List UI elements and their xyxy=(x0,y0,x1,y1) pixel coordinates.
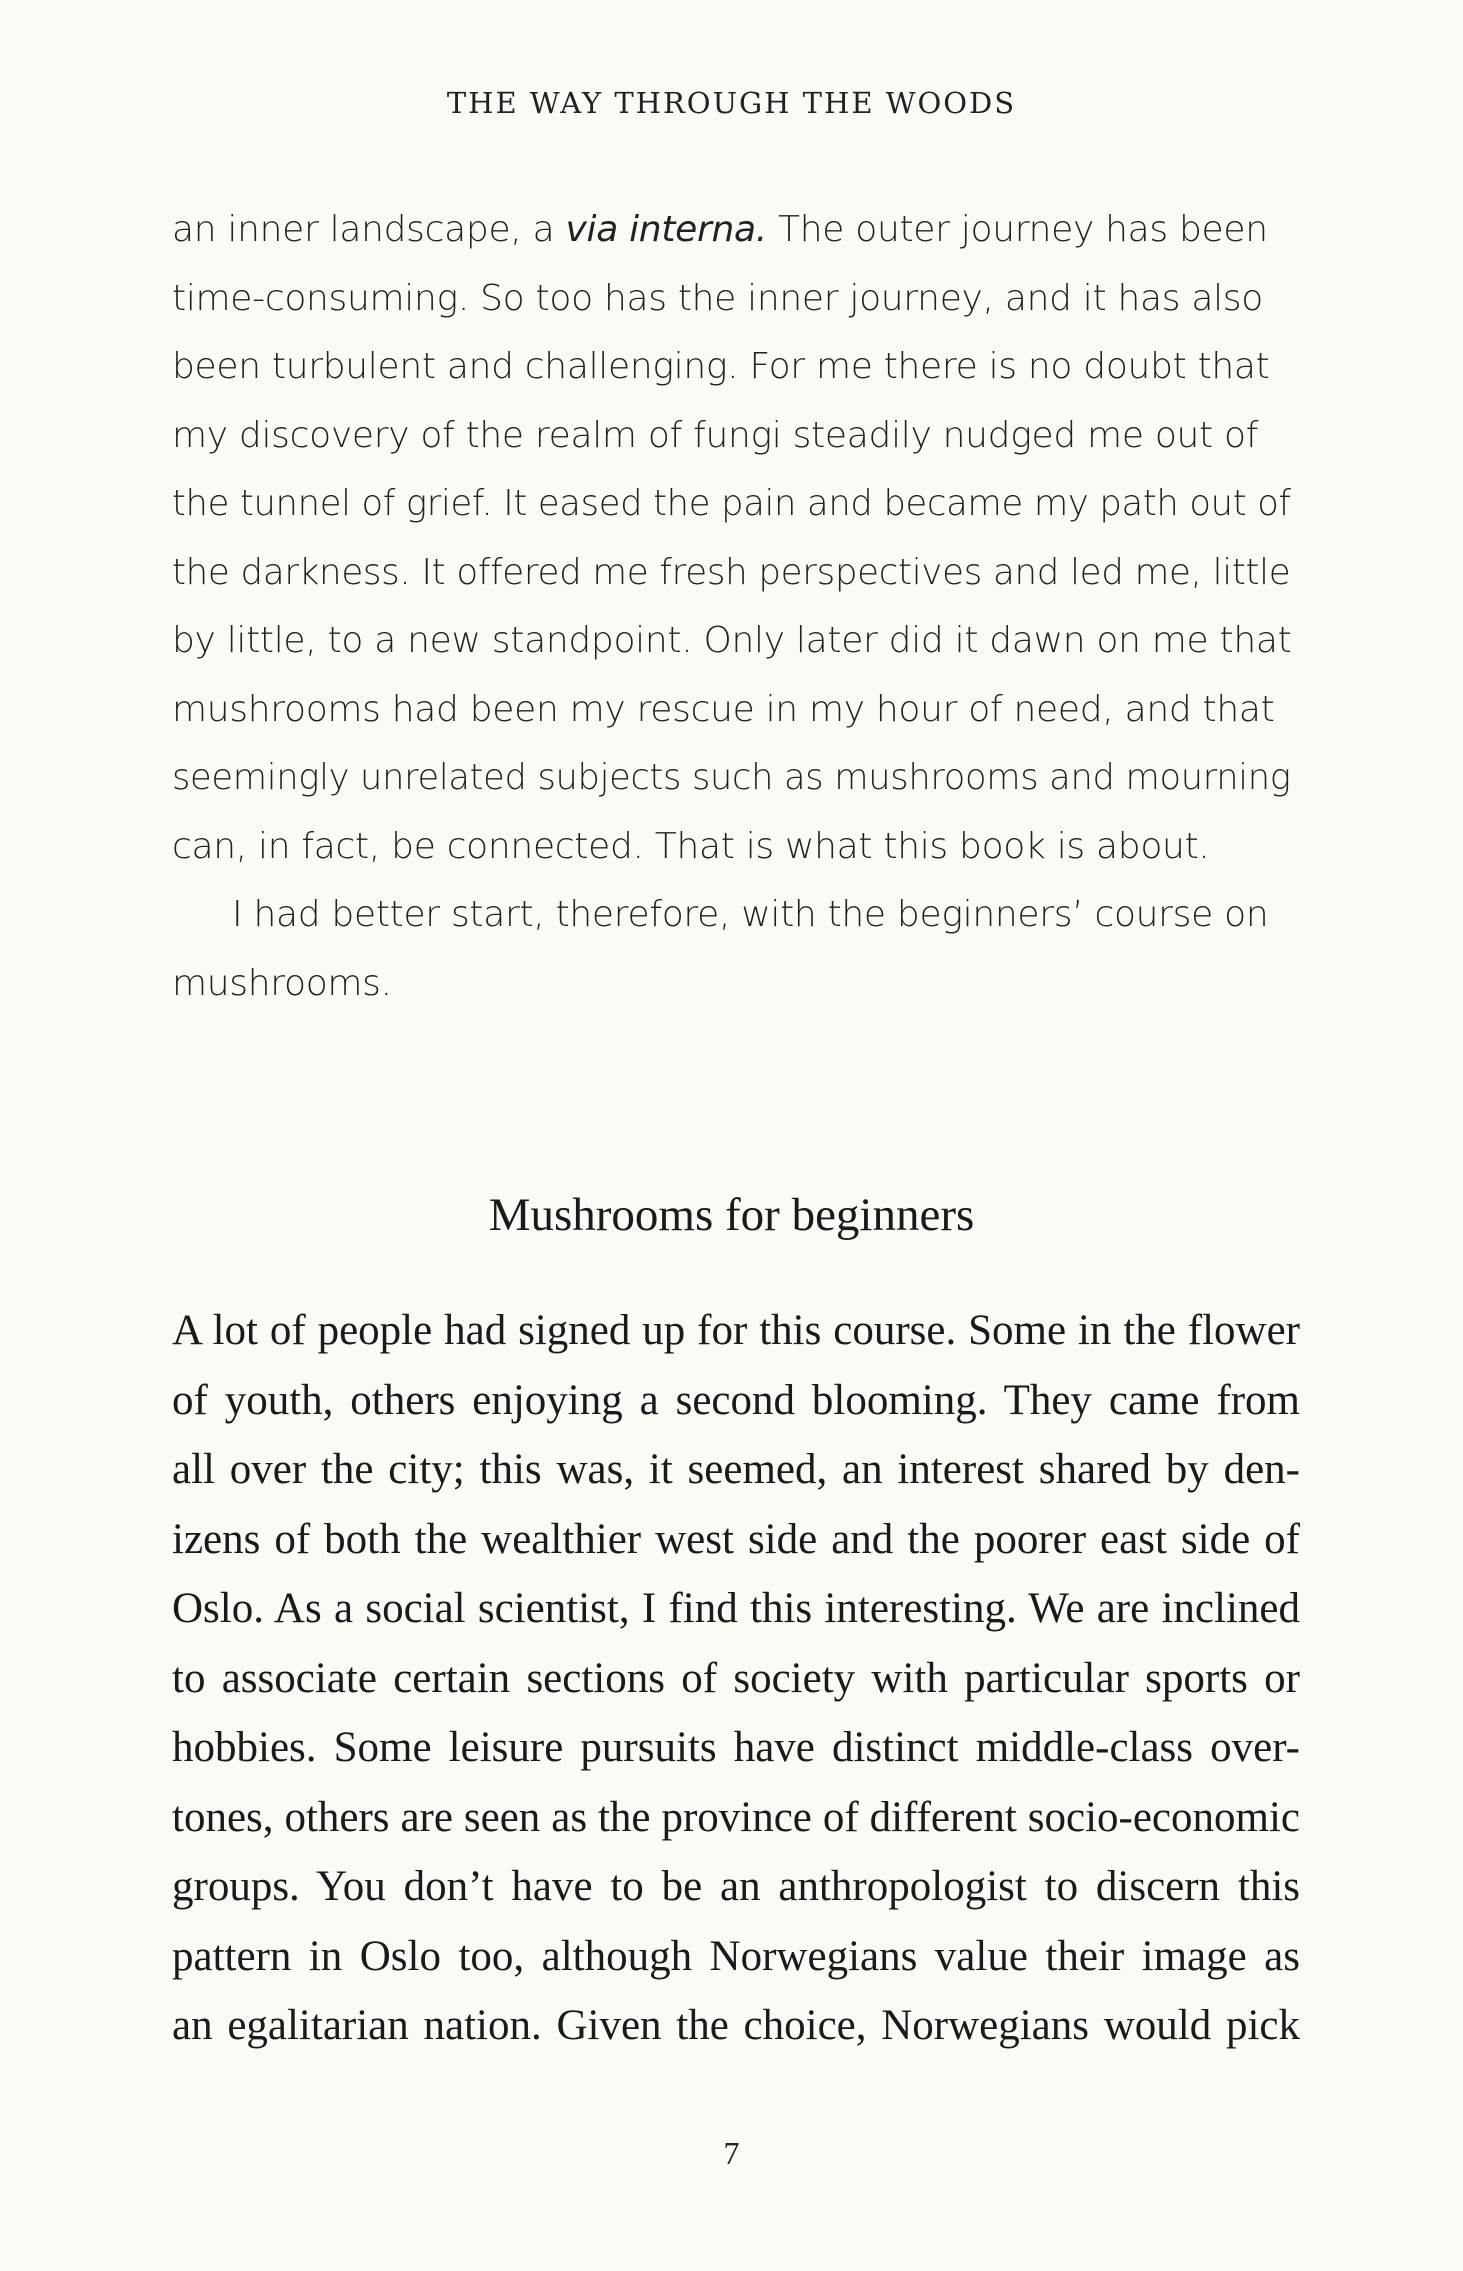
text-fragment: The outer journey has been xyxy=(766,209,1268,250)
text-line: izens of both the wealthier west side and the poorer east side of xyxy=(172,1515,1300,1563)
section-heading: Mushrooms for beginners xyxy=(488,1189,975,1241)
text-line: A lot of people had signed up for this course. Some in the flower xyxy=(172,1307,1300,1354)
text-line: of youth, others enjoying a second blooming. They came from xyxy=(172,1376,1300,1424)
text-line: Oslo. As a social scientist, I find this interesting. We are inclined xyxy=(172,1585,1300,1632)
text-line: all over the city; this was, it seemed, an interest shared by den- xyxy=(172,1446,1300,1493)
text-line: my discovery of the realm of fungi steadily nudged me out of xyxy=(172,414,1259,456)
text-line: to associate certain sections of society with particular sports or xyxy=(172,1654,1300,1702)
section-body-text xyxy=(172,1296,1300,2061)
text-line: tones, others are seen as the province of different socio-economic xyxy=(172,1793,1300,1841)
text-line: seemingly unrelated subjects such as mushrooms and mourning xyxy=(172,757,1291,798)
page-number: 7 xyxy=(723,2135,740,2171)
text-line: been turbulent and challenging. For me there is no doubt that xyxy=(172,346,1270,387)
text-line: groups. You don’t have to be an anthropologist to discern this xyxy=(172,1863,1300,1910)
text-line: I had better start, therefore, with the beginners’ course on xyxy=(232,894,1269,935)
text-line: mushrooms had been my rescue in my hour of need, and that xyxy=(172,688,1275,730)
text-line: can, in fact, be connected. That is what this book is about. xyxy=(172,825,1210,867)
text-line: mushrooms. xyxy=(172,962,392,1004)
running-head: THE WAY THROUGH THE WOODS xyxy=(446,86,1017,120)
text-line: the tunnel of grief. It eased the pain and became my path out of xyxy=(172,483,1291,524)
text-fragment: an inner landscape, a xyxy=(172,209,566,250)
text-line: hobbies. Some leisure pursuits have distinct middle-class over- xyxy=(172,1724,1300,1771)
opening-text-block xyxy=(172,196,1297,1018)
text-line xyxy=(172,196,1297,265)
text-line: the darkness. It offered me fresh perspectives and led me, little xyxy=(172,551,1291,593)
text-line: time-consuming. So too has the inner journey, and it has also xyxy=(172,277,1263,319)
italic-phrase: via interna. xyxy=(565,209,767,250)
text-line: by little, to a new standpoint. Only later did it dawn on me that xyxy=(172,620,1292,661)
text-line: an egalitarian nation. Given the choice, Norwegians would pick xyxy=(172,2002,1300,2049)
text-line: pattern in Oslo too, although Norwegians value their image as xyxy=(172,1932,1300,1980)
